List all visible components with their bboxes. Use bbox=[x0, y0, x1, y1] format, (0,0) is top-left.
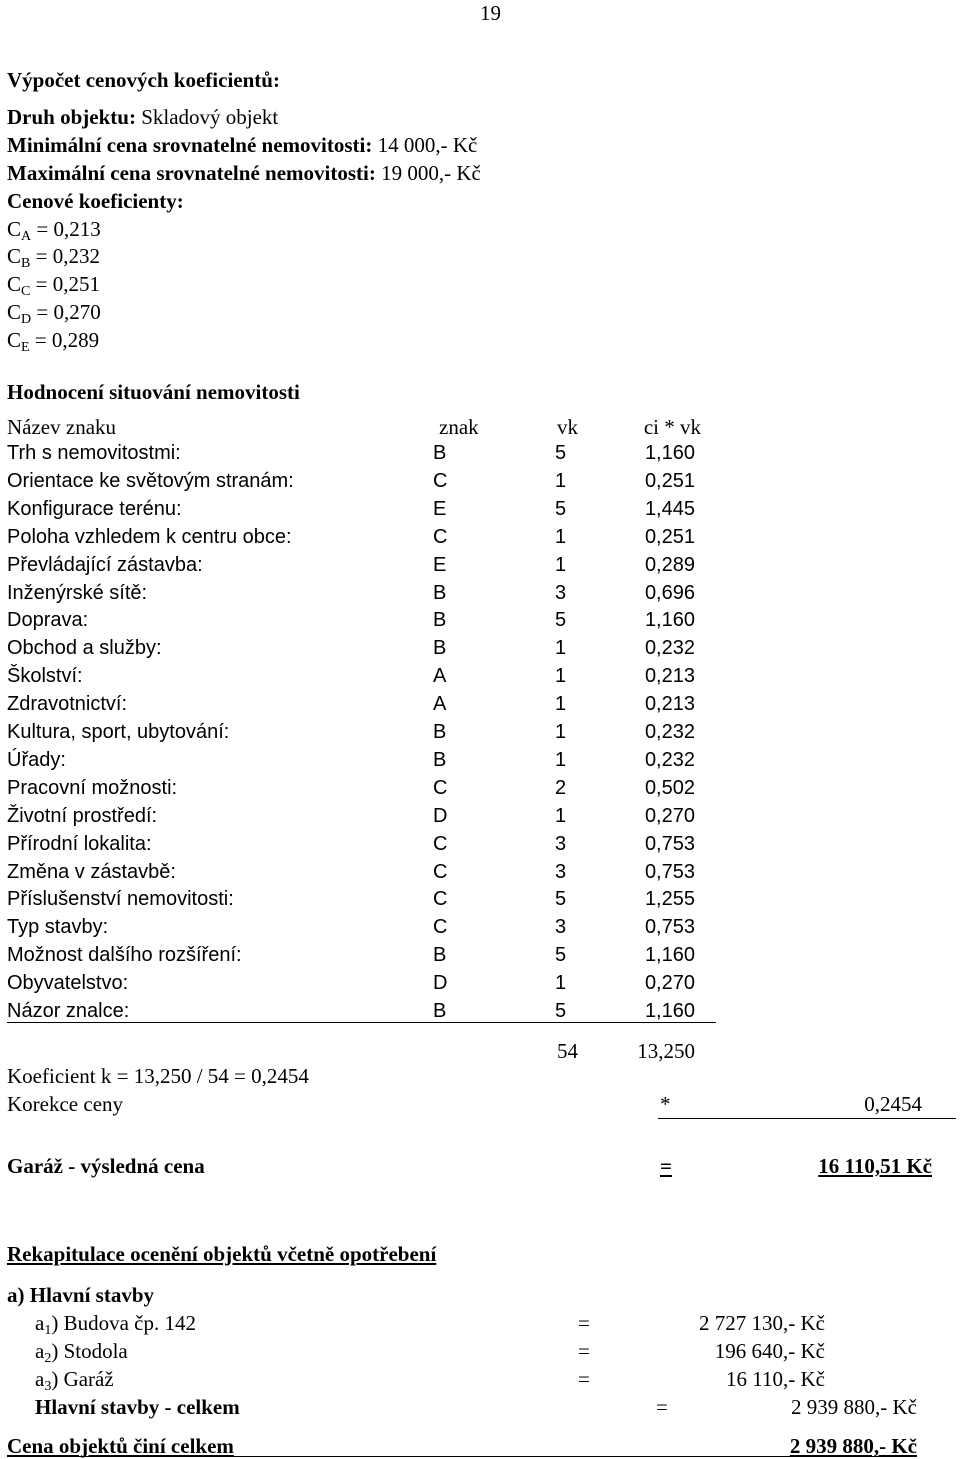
row-znak: D bbox=[433, 972, 448, 995]
rekap-item-1: $a_1$) Budova čp. 142 bbox=[35, 1311, 196, 1338]
row-znak: B bbox=[433, 944, 447, 967]
coef-c: $C_C = 0,251$ bbox=[7, 272, 100, 299]
total-vk: 54 bbox=[557, 1039, 578, 1063]
total-civk: 13,250 bbox=[637, 1039, 695, 1063]
row-name: Zdravotnictví: bbox=[7, 693, 128, 716]
min-price-value: 14 000,- Kč bbox=[377, 133, 478, 157]
rekap-item-3-value: 16 110,- Kč bbox=[726, 1367, 825, 1391]
row-znak: C bbox=[433, 832, 448, 855]
row-name: Kultura, sport, ubytování: bbox=[7, 721, 230, 743]
row-name: Názor znalce: bbox=[7, 1000, 130, 1022]
row-civk: 0,289 bbox=[644, 553, 695, 576]
row-vk: 5 bbox=[555, 497, 567, 520]
garaz-op: = bbox=[660, 1154, 672, 1178]
table-row bbox=[7, 693, 707, 717]
table-totals bbox=[7, 1039, 707, 1063]
korekce-label: Korekce ceny bbox=[7, 1092, 124, 1116]
table-row bbox=[7, 665, 707, 689]
row-vk: 1 bbox=[555, 721, 567, 743]
rekap-item-3: $a_3$) Garáž bbox=[35, 1367, 114, 1394]
row-znak: C bbox=[433, 888, 448, 911]
row-name: Doprava: bbox=[7, 609, 89, 632]
row-name: Školství: bbox=[7, 665, 83, 688]
row-vk: 1 bbox=[555, 804, 567, 827]
section-heading: Hodnocení situování nemovitosti bbox=[7, 380, 300, 404]
row-znak: B bbox=[433, 721, 447, 743]
row-vk: 5 bbox=[555, 1000, 567, 1022]
row-civk: 1,160 bbox=[644, 1000, 695, 1022]
korekce-op: * bbox=[660, 1092, 671, 1116]
table-row bbox=[7, 861, 707, 885]
table-row bbox=[7, 442, 707, 466]
korekce-rule bbox=[658, 1118, 956, 1119]
row-civk: 0,213 bbox=[644, 693, 695, 716]
cena-celkem-label: Cena objektů činí celkem bbox=[7, 1434, 234, 1458]
row-znak: C bbox=[433, 525, 448, 548]
rekap-heading: Rekapitulace ocenění objektů včetně opotřebení bbox=[7, 1242, 437, 1266]
row-vk: 1 bbox=[555, 553, 567, 576]
row-znak: B bbox=[433, 442, 447, 464]
row-civk: 1,160 bbox=[644, 442, 695, 464]
row-znak: C bbox=[433, 916, 448, 939]
page-number: 19 bbox=[480, 1, 501, 25]
table-row bbox=[7, 749, 707, 773]
rekap-item-2-op: = bbox=[578, 1339, 590, 1363]
table-row bbox=[7, 916, 707, 940]
row-civk: 0,251 bbox=[644, 469, 695, 492]
row-name: Konfigurace terénu: bbox=[7, 497, 182, 520]
rekap-item-3-op: = bbox=[578, 1367, 590, 1391]
row-znak: E bbox=[433, 553, 447, 576]
table-row bbox=[7, 554, 707, 578]
row-civk: 1,160 bbox=[644, 944, 695, 967]
row-znak: B bbox=[433, 609, 447, 632]
table-row bbox=[7, 805, 707, 829]
row-vk: 3 bbox=[555, 832, 567, 855]
koeficienty-heading: Cenové koeficienty: bbox=[7, 189, 184, 213]
table-row bbox=[7, 609, 707, 633]
row-znak: B bbox=[433, 637, 447, 660]
row-name: Obchod a služby: bbox=[7, 637, 162, 660]
druh-label: Druh objektu: bbox=[7, 105, 136, 129]
row-vk: 1 bbox=[555, 693, 567, 716]
druh-value: Skladový objekt bbox=[141, 105, 279, 129]
row-name: Pracovní možnosti: bbox=[7, 776, 178, 799]
row-vk: 1 bbox=[555, 525, 567, 548]
row-name: Poloha vzhledem k centru obce: bbox=[7, 525, 292, 548]
max-price-line bbox=[7, 163, 481, 184]
row-vk: 1 bbox=[555, 637, 567, 660]
row-znak: D bbox=[433, 804, 448, 827]
row-vk: 1 bbox=[555, 469, 567, 492]
row-name: Možnost dalšího rozšíření: bbox=[7, 944, 242, 967]
coef-e: $C_E = 0,289$ bbox=[7, 328, 100, 355]
row-civk: 0,753 bbox=[644, 832, 695, 855]
row-znak: C bbox=[433, 469, 448, 492]
coef-d: $C_D = 0,270$ bbox=[7, 300, 101, 327]
rekap-item-2: $a_2$) Stodola bbox=[35, 1339, 128, 1366]
rekap-item-1-value: 2 727 130,- Kč bbox=[699, 1311, 825, 1335]
table-row bbox=[7, 637, 707, 661]
row-name: Změna v zástavbě: bbox=[7, 860, 176, 883]
row-znak: B bbox=[433, 1000, 447, 1022]
table-row bbox=[7, 777, 707, 801]
row-vk: 3 bbox=[555, 860, 567, 883]
row-vk: 2 bbox=[555, 776, 567, 799]
table-header bbox=[7, 415, 707, 439]
row-civk: 0,696 bbox=[644, 581, 695, 604]
row-civk: 1,160 bbox=[644, 609, 695, 632]
row-civk: 0,232 bbox=[644, 748, 695, 771]
row-name: Příslušenství nemovitosti: bbox=[7, 888, 234, 911]
garaz-value: 16 110,51 Kč bbox=[818, 1154, 932, 1178]
row-civk: 1,445 bbox=[644, 497, 695, 520]
coef-b: $C_B = 0,232$ bbox=[7, 244, 100, 271]
hlavni-celkem-op: = bbox=[656, 1395, 668, 1419]
table-row bbox=[7, 498, 707, 522]
table-row bbox=[7, 888, 707, 912]
row-name: Inženýrské sítě: bbox=[7, 581, 148, 604]
row-vk: 5 bbox=[555, 944, 567, 967]
row-name: Úřady: bbox=[7, 748, 66, 771]
row-civk: 1,255 bbox=[644, 888, 695, 911]
table-row bbox=[7, 470, 707, 494]
row-civk: 0,232 bbox=[644, 721, 695, 743]
korekce-value: 0,2454 bbox=[864, 1092, 922, 1116]
row-vk: 1 bbox=[555, 665, 567, 688]
max-price-label: Maximální cena srovnatelné nemovitosti: bbox=[7, 161, 376, 185]
row-vk: 5 bbox=[555, 609, 567, 632]
hlavni-stavby-heading: a) Hlavní stavby bbox=[7, 1283, 155, 1307]
row-civk: 0,753 bbox=[644, 916, 695, 939]
row-znak: A bbox=[433, 693, 447, 716]
row-name: Převládající zástavba: bbox=[7, 553, 203, 576]
row-znak: B bbox=[433, 581, 447, 604]
row-name: Typ stavby: bbox=[7, 916, 109, 939]
garaz-label: Garáž - výsledná cena bbox=[7, 1154, 205, 1178]
max-price-value: 19 000,- Kč bbox=[381, 161, 481, 185]
header-name: Název znaku bbox=[7, 415, 117, 439]
row-civk: 0,753 bbox=[644, 860, 695, 883]
row-civk: 0,232 bbox=[644, 637, 695, 660]
row-name: Přírodní lokalita: bbox=[7, 832, 152, 855]
row-civk: 0,502 bbox=[644, 776, 695, 799]
row-civk: 0,270 bbox=[644, 804, 695, 827]
page-title: Výpočet cenových koeficientů: bbox=[7, 68, 280, 92]
min-price-label: Minimální cena srovnatelné nemovitosti: bbox=[7, 133, 373, 157]
table-row bbox=[7, 582, 707, 606]
table-row bbox=[7, 944, 707, 968]
cena-celkem-value: 2 939 880,- Kč bbox=[789, 1434, 917, 1458]
coef-a: $C_A = 0,213$ bbox=[7, 217, 101, 244]
hlavni-celkem-value: 2 939 880,- Kč bbox=[791, 1395, 917, 1419]
row-name: Obyvatelstvo: bbox=[7, 972, 129, 995]
row-name: Trh s nemovitostmi: bbox=[7, 442, 181, 464]
table-bottom-rule bbox=[7, 1022, 716, 1023]
hlavni-celkem-label: Hlavní stavby - celkem bbox=[35, 1395, 240, 1419]
rekap-item-2-value: 196 640,- Kč bbox=[714, 1339, 825, 1363]
row-vk: 3 bbox=[555, 581, 567, 604]
row-name: Orientace ke světovým stranám: bbox=[7, 469, 294, 492]
row-znak: A bbox=[433, 665, 447, 688]
table-row bbox=[7, 526, 707, 550]
row-vk: 1 bbox=[555, 972, 567, 995]
table-row bbox=[7, 833, 707, 857]
row-znak: E bbox=[433, 497, 447, 520]
row-vk: 5 bbox=[555, 442, 567, 464]
druh-objektu-line bbox=[7, 107, 278, 128]
cena-celkem-rule bbox=[7, 1456, 917, 1457]
row-znak: C bbox=[433, 776, 448, 799]
row-civk: 0,251 bbox=[644, 525, 695, 548]
min-price-line bbox=[7, 135, 477, 156]
table-row bbox=[7, 1000, 707, 1024]
header-znak: znak bbox=[439, 415, 479, 439]
header-civk: ci * vk bbox=[643, 415, 701, 439]
row-vk: 5 bbox=[555, 888, 567, 911]
row-civk: 0,270 bbox=[644, 972, 695, 995]
row-vk: 3 bbox=[555, 916, 567, 939]
row-civk: 0,213 bbox=[644, 665, 695, 688]
header-vk: vk bbox=[557, 415, 578, 439]
table-row bbox=[7, 721, 707, 745]
row-name: Životní prostředí: bbox=[7, 804, 158, 827]
row-znak: B bbox=[433, 748, 447, 771]
rekap-item-1-op: = bbox=[578, 1311, 590, 1335]
koeficient-text: Koeficient k = 13,250 / 54 = 0,2454 bbox=[7, 1064, 309, 1088]
row-znak: C bbox=[433, 860, 448, 883]
row-vk: 1 bbox=[555, 748, 567, 771]
table-row bbox=[7, 972, 707, 996]
